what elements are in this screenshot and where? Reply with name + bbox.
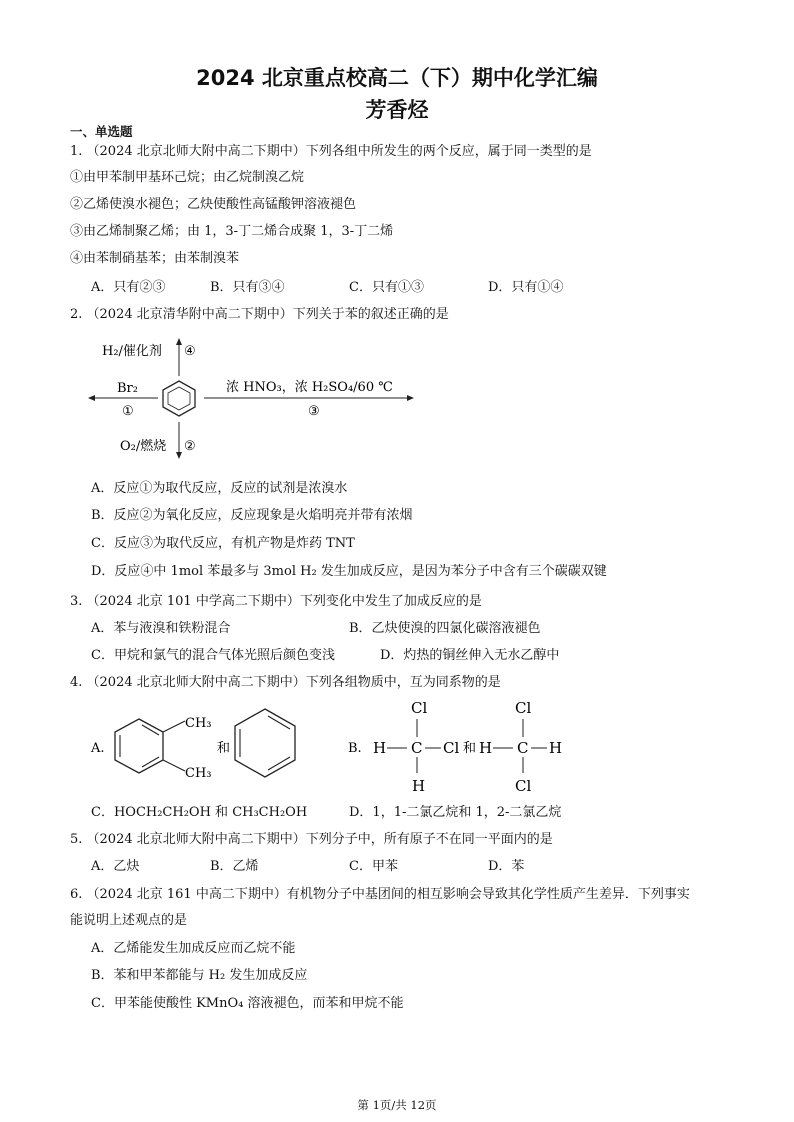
question-2-option-c: C．反应③为取代反应，有机产物是炸药 TNT xyxy=(91,536,355,551)
question-1-item: ④由苯制硝基苯；由苯制溴苯 xyxy=(70,251,240,266)
question-4-structures xyxy=(85,697,595,797)
svg-text:Cl: Cl xyxy=(411,699,428,717)
question-3-option-c: C．甲烷和氯气的混合气体光照后颜色变浅 xyxy=(91,648,335,663)
svg-text:H: H xyxy=(373,739,387,757)
svg-text:C: C xyxy=(411,739,423,757)
methyl-group-top: CH₃ xyxy=(185,716,212,731)
svg-text:Cl: Cl xyxy=(443,739,460,757)
reagent-o2-combustion: O₂/燃烧 xyxy=(120,439,167,454)
question-1-item: ③由乙烯制聚乙烯；由 1，3-丁二烯合成聚 1，3-丁二烯 xyxy=(70,224,394,239)
option-b-label: B. xyxy=(348,741,362,756)
dichloromethane-structure-1 xyxy=(373,699,459,795)
question-1-option-d: D．只有①④ xyxy=(488,280,564,295)
svg-text:H: H xyxy=(479,739,493,757)
question-6-option-a: A．乙烯能发生加成反应而乙烷不能 xyxy=(91,941,296,956)
question-3-option-a: A．苯与液溴和铁粉混合 xyxy=(91,621,231,636)
benzene-reaction-diagram xyxy=(80,330,430,465)
svg-text:C: C xyxy=(517,739,529,757)
question-5-stem: 5. （2024 北京北师大附中高二下期中）下列分子中，所有原子不在同一平面内的是 xyxy=(70,832,553,847)
question-1-item: ①由甲苯制甲基环己烷；由乙烷制溴乙烷 xyxy=(70,170,305,185)
question-3-stem: 3. （2024 北京 101 中学高二下期中）下列变化中发生了加成反应的是 xyxy=(70,594,482,609)
question-1-stem: 1. （2024 北京北师大附中高二下期中）下列各组中所发生的两个反应，属于同一类型的是 xyxy=(70,144,592,159)
question-1-option-b: B．只有③④ xyxy=(210,280,285,295)
question-4-option-c: C．HOCH₂CH₂OH 和 CH₃CH₂OH xyxy=(91,805,308,820)
reagent-nitration: 浓 HNO₃，浓 H₂SO₄/60 ℃ xyxy=(226,380,393,395)
benzene-inner-ring xyxy=(168,387,190,410)
methyl-group-bottom: CH₃ xyxy=(185,766,212,781)
arrow-down-head xyxy=(176,452,182,459)
arrow-left-head xyxy=(88,395,95,401)
option-a-label: A. xyxy=(91,741,105,756)
question-6-option-b: B．苯和甲苯都能与 H₂ 发生加成反应 xyxy=(91,968,308,983)
benzene-structure xyxy=(235,709,295,777)
svg-text:Cl: Cl xyxy=(515,777,532,795)
dichloromethane-structure-2 xyxy=(479,699,562,795)
reaction-number-4: ④ xyxy=(184,344,196,359)
reaction-number-1: ① xyxy=(122,404,134,419)
o-xylene-structure xyxy=(115,716,212,781)
page-footer: 第 1页/共 12页 xyxy=(357,1098,437,1112)
reaction-number-3: ③ xyxy=(308,404,320,419)
svg-text:H: H xyxy=(549,739,563,757)
question-5-option-c: C．甲苯 xyxy=(349,859,398,874)
question-1-option-c: C．只有①③ xyxy=(349,280,424,295)
document-title: 2024 北京重点校高二（下）期中化学汇编 xyxy=(196,66,598,90)
arrow-up-head xyxy=(176,338,182,345)
question-5-option-a: A．乙炔 xyxy=(91,859,140,874)
question-2-option-d: D．反应④中 1mol 苯最多与 3mol H₂ 发生加成反应，是因为苯分子中含有三个碳碳双键 xyxy=(91,564,607,579)
and-connector-b: 和 xyxy=(463,741,477,756)
reagent-h2-catalyst: H₂/催化剂 xyxy=(102,344,162,359)
svg-text:Cl: Cl xyxy=(515,699,532,717)
question-6-stem-continued: 能说明上述观点的是 xyxy=(70,913,188,928)
and-connector-a: 和 xyxy=(217,741,231,756)
document-subtitle: 芳香烃 xyxy=(365,98,429,122)
question-2-option-a: A．反应①为取代反应，反应的试剂是浓溴水 xyxy=(91,481,348,496)
question-4-stem: 4. （2024 北京北师大附中高二下期中）下列各组物质中，互为同系物的是 xyxy=(70,675,501,690)
question-5-option-b: B．乙烯 xyxy=(210,859,259,874)
question-5-option-d: D．苯 xyxy=(488,859,525,874)
question-2-stem: 2. （2024 北京清华附中高二下期中）下列关于苯的叙述正确的是 xyxy=(70,307,449,322)
question-3-option-b: B．乙炔使溴的四氯化碳溶液褪色 xyxy=(349,621,541,636)
question-3-option-d: D．灼热的铜丝伸入无水乙醇中 xyxy=(380,648,560,663)
svg-text:H: H xyxy=(412,777,426,795)
reagent-br2: Br₂ xyxy=(117,381,138,396)
question-6-stem: 6. （2024 北京 161 中高二下期中）有机物分子中基团间的相互影响会导致其化学性质产生差异．下列事实 xyxy=(70,887,690,902)
reaction-number-2: ② xyxy=(184,439,196,454)
section-heading: 一、单选题 xyxy=(70,124,133,139)
question-6-option-c: C．甲苯能使酸性 KMnO₄ 溶液褪色，而苯和甲烷不能 xyxy=(91,996,404,1011)
question-1-item: ②乙烯使溴水褪色；乙炔使酸性高锰酸钾溶液褪色 xyxy=(70,197,357,212)
question-4-option-d: D．1，1-二氯乙烷和 1，2-二氯乙烷 xyxy=(349,805,562,820)
question-2-option-b: B．反应②为氧化反应，反应现象是火焰明亮并带有浓烟 xyxy=(91,508,413,523)
question-1-option-a: A．只有②③ xyxy=(91,280,166,295)
arrow-right-head xyxy=(407,395,414,401)
